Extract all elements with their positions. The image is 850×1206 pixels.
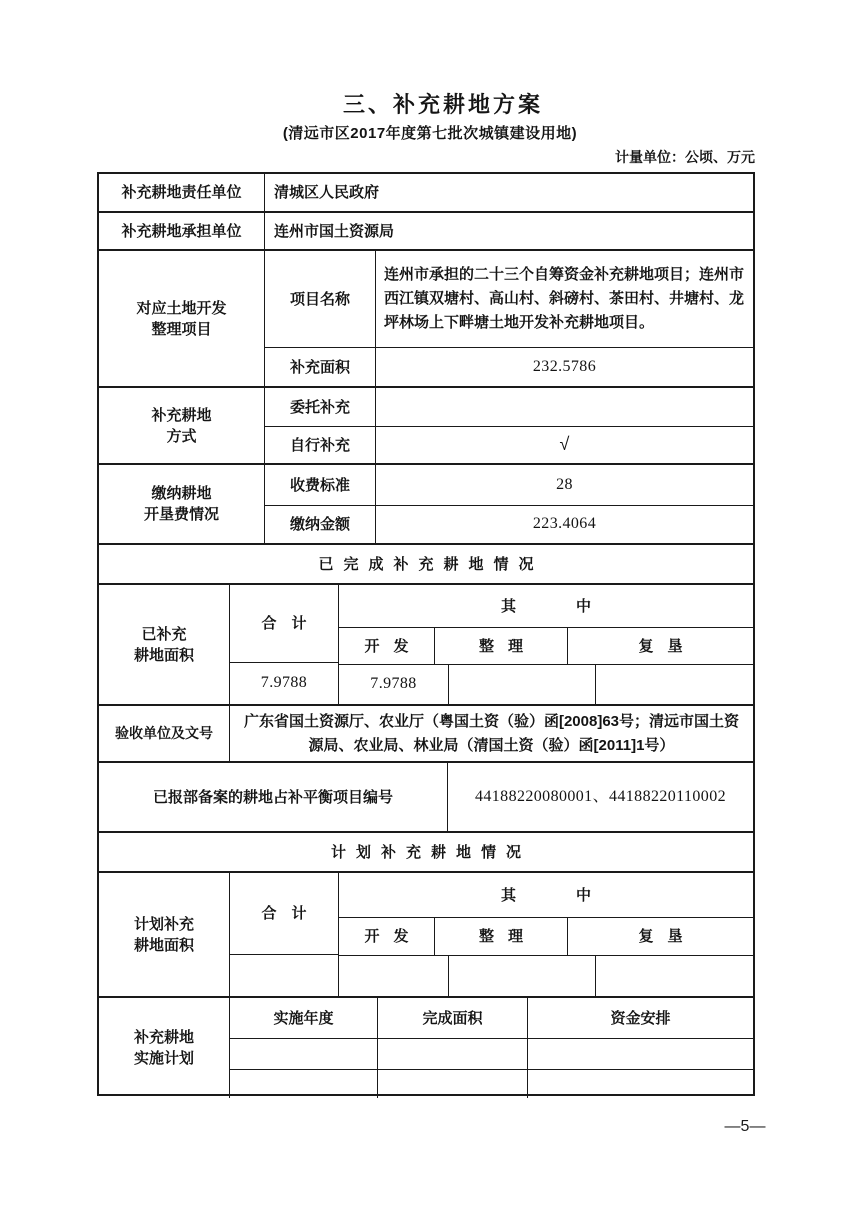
page-number: —5— <box>724 1118 766 1135</box>
supplement-method-label <box>99 388 264 463</box>
responsible-unit-label: 补充耕地责任单位 <box>121 184 242 201</box>
row-fee-standard <box>265 465 753 505</box>
implementation-year-value-2 <box>230 1070 377 1098</box>
row-supplement-area <box>265 347 753 386</box>
implementation-area-value-2 <box>377 1070 527 1098</box>
implementation-year-value-1 <box>230 1039 377 1069</box>
completed-area-label-line2: 耕地面积 <box>133 646 194 664</box>
planned-area-label <box>99 873 229 996</box>
undertaking-unit-label: 补充耕地承担单位 <box>121 222 242 240</box>
planned-subheaders <box>339 917 753 955</box>
completed-reclaim-header: 复垦 <box>567 628 767 664</box>
planned-develop-header: 开发 <box>364 928 423 945</box>
implementation-fund-header: 资金安排 <box>527 998 753 1038</box>
reclamation-fee-label-line2: 开垦费情况 <box>143 506 219 523</box>
planned-section-title: 计划补充耕地情况 <box>330 843 531 861</box>
undertaking-unit-value: 连州市国土资源局 <box>264 213 753 249</box>
row-acceptance-doc <box>99 704 753 761</box>
implementation-area-value-1 <box>377 1039 527 1069</box>
planned-reclaim-value <box>595 956 753 996</box>
self-supplement-label: 自行补充 <box>289 436 350 454</box>
supplement-method-label-line2: 方式 <box>166 427 197 445</box>
section-header-completed <box>99 543 753 583</box>
implementation-fund-value-1 <box>527 1039 753 1069</box>
row-entrusted-supplement <box>265 388 753 426</box>
planned-consolidate-header: 整理 <box>434 918 581 955</box>
row-undertaking-unit <box>99 211 753 249</box>
section-land-dev-project <box>99 249 753 386</box>
supplement-area-label: 补充面积 <box>289 358 350 376</box>
land-dev-project-label <box>99 251 264 386</box>
section-completed-area <box>99 583 753 704</box>
row-responsible-unit <box>99 174 753 211</box>
supplement-method-label-line1: 补充耕地 <box>151 406 212 424</box>
supplement-area-value: 232.5786 <box>375 348 753 386</box>
measure-unit-note: 计量单位：公顷、万元 <box>615 149 755 165</box>
section-reclamation-fee <box>99 463 753 543</box>
section-supplement-method <box>99 386 753 463</box>
project-name-label: 项目名称 <box>289 290 350 308</box>
completed-reclaim-value <box>595 665 753 704</box>
acceptance-doc-label: 验收单位及文号 <box>115 724 213 741</box>
row-fee-amount <box>265 505 753 543</box>
project-name-value: 连州市承担的二十三个自筹资金补充耕地项目；连州市西江镇双塘村、高山村、斜磅村、茶田村、井塘村、龙坪林场上下畔塘土地开发补充耕地项目。 <box>375 251 753 347</box>
self-supplement-checkmark: √ <box>375 427 753 463</box>
completed-among-header: 其中 <box>500 597 651 615</box>
reclamation-fee-label-line1: 缴纳耕地 <box>151 485 212 502</box>
row-self-supplement <box>265 426 753 463</box>
fee-standard-value: 28 <box>375 465 753 505</box>
page-subtitle: (清远市区2017年度第七批次城镇建设用地) <box>282 125 578 142</box>
completed-subheaders <box>339 627 753 664</box>
planned-among-header: 其中 <box>500 886 651 904</box>
implementation-area-header: 完成面积 <box>377 998 527 1038</box>
entrusted-supplement-value <box>375 388 753 426</box>
planned-total-header: 合计 <box>261 905 322 922</box>
completed-consolidate-value <box>448 665 595 704</box>
completed-develop-header: 开发 <box>364 637 423 655</box>
acceptance-doc-value: 广东省国土资源厅、农业厅（粤国土资（验）函[2008]63号；清远市国土资源局、农业局、林业局（清国土资（验）函[2011]1号） <box>229 706 753 761</box>
implementation-row-2 <box>230 1069 753 1098</box>
planned-values <box>339 955 753 996</box>
reclamation-fee-label <box>99 465 264 543</box>
entrusted-supplement-label: 委托补充 <box>289 398 350 416</box>
section-header-planned <box>99 831 753 871</box>
completed-total-value: 7.9788 <box>230 662 338 704</box>
planned-consolidate-value <box>448 956 595 996</box>
planned-develop-value <box>339 956 448 996</box>
section-implementation-plan <box>99 996 753 1098</box>
completed-values <box>339 664 753 704</box>
row-filed-project-numbers <box>99 761 753 831</box>
responsible-unit-value: 清城区人民政府 <box>264 174 753 211</box>
fee-standard-label: 收费标准 <box>289 476 350 494</box>
filed-project-label: 已报部备案的耕地占补平衡项目编号 <box>152 788 393 806</box>
page-title: 三、补充耕地方案 <box>342 92 543 117</box>
filed-project-value: 44188220080001、44188220110002 <box>447 763 753 831</box>
completed-develop-value: 7.9788 <box>370 675 417 693</box>
completed-area-label-line1: 已补充 <box>141 625 187 643</box>
planned-area-label-line1: 计划补充 <box>133 915 194 933</box>
completed-consolidate-header: 整理 <box>434 628 581 664</box>
completed-total-header: 合计 <box>261 615 322 632</box>
completed-area-label <box>99 585 229 704</box>
implementation-year-header: 实施年度 <box>273 1009 334 1027</box>
planned-area-label-line2: 耕地面积 <box>133 936 194 954</box>
row-project-name <box>265 251 753 347</box>
implementation-row-1 <box>230 1038 753 1069</box>
land-dev-project-label-line2: 整理项目 <box>151 320 212 338</box>
planned-total-value <box>230 954 338 996</box>
implementation-fund-value-2 <box>527 1070 753 1098</box>
implementation-plan-label-line2: 实施计划 <box>133 1050 194 1067</box>
section-planned-area <box>99 871 753 996</box>
completed-section-title: 已完成补充耕地情况 <box>318 555 544 573</box>
land-dev-project-label-line1: 对应土地开发 <box>136 299 227 317</box>
fee-amount-value: 223.4064 <box>375 506 753 543</box>
supplementary-farmland-table <box>97 172 755 1096</box>
implementation-headers <box>230 998 753 1038</box>
implementation-plan-label-line1: 补充耕地 <box>133 1029 194 1046</box>
planned-reclaim-header: 复垦 <box>567 918 767 955</box>
implementation-plan-label <box>99 998 229 1098</box>
fee-amount-label: 缴纳金额 <box>289 516 350 533</box>
